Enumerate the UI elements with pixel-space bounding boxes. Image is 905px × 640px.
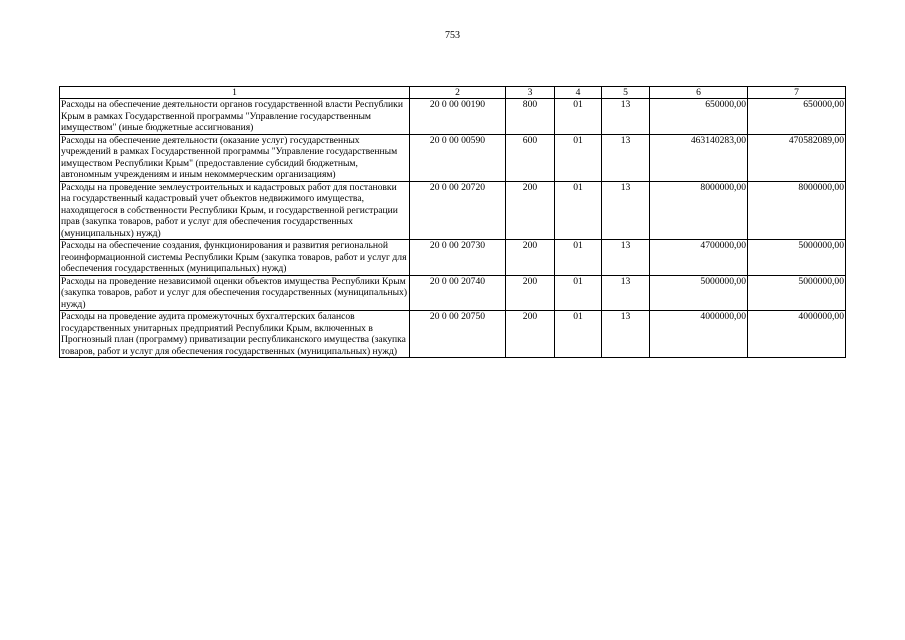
row-subsection: 13: [602, 275, 650, 311]
row-amount-year2: 5000000,00: [748, 275, 846, 311]
table-row: [60, 240, 846, 276]
row-expense-type: 200: [506, 240, 555, 276]
row-code: 20 0 00 00590: [410, 134, 506, 181]
table-row: [60, 311, 846, 358]
row-amount-year1: 463140283,00: [650, 134, 748, 181]
row-expense-type: 200: [506, 311, 555, 358]
row-expense-type: 200: [506, 181, 555, 240]
row-subsection: 13: [602, 99, 650, 135]
row-amount-year2: 470582089,00: [748, 134, 846, 181]
row-description: Расходы на обеспечение деятельности органов государственной власти Республики Крым в рамках Государственной программы "Управление государственным имуществом" (иные бюджетные ассигнования): [60, 99, 410, 135]
table-row: [60, 181, 846, 240]
row-code: 20 0 00 20720: [410, 181, 506, 240]
row-section: 01: [555, 311, 602, 358]
row-amount-year1: 650000,00: [650, 99, 748, 135]
row-subsection: 13: [602, 181, 650, 240]
header-cell: 1: [60, 87, 410, 99]
row-expense-type: 600: [506, 134, 555, 181]
header-cell: 4: [555, 87, 602, 99]
row-description: Расходы на обеспечение деятельности (оказание услуг) государственных учреждений в рамках Государственной программы "Управление государственным имуществом Республики Крым" (предоставление субсидий бюджетным, автономным учреждениям и иным некоммерческим организациям): [60, 134, 410, 181]
row-section: 01: [555, 99, 602, 135]
header-cell: 2: [410, 87, 506, 99]
header-cell: 5: [602, 87, 650, 99]
row-code: 20 0 00 00190: [410, 99, 506, 135]
row-description: Расходы на проведение землеустроительных и кадастровых работ для постановки на государственный кадастровый учет объектов недвижимого имущества, находящегося в собственности Республики Крым, и государственной регистрации прав (закупка товаров, работ и услуг для обеспечения государственных (муниципальных) нужд): [60, 181, 410, 240]
row-description: Расходы на обеспечение создания, функционирования и развития региональной геоинформационной системы Республики Крым (закупка товаров, работ и услуг для обеспечения государственных (муниципальных) нужд): [60, 240, 410, 276]
row-amount-year2: 8000000,00: [748, 181, 846, 240]
row-code: 20 0 00 20750: [410, 311, 506, 358]
header-cell: 7: [748, 87, 846, 99]
row-section: 01: [555, 275, 602, 311]
row-expense-type: 200: [506, 275, 555, 311]
row-description: Расходы на проведение независимой оценки объектов имущества Республики Крым (закупка товаров, работ и услуг для обеспечения государственных (муниципальных) нужд): [60, 275, 410, 311]
row-description: Расходы на проведение аудита промежуточных бухгалтерских балансов государственных унитарных предприятий Республики Крым, включенных в Прогнозный план (программу) приватизации республиканского имущества (закупка товаров, работ и услуг для обеспечения государственных (муниципальных) нужд): [60, 311, 410, 358]
row-section: 01: [555, 134, 602, 181]
budget-table: [59, 86, 846, 358]
table-row: [60, 134, 846, 181]
row-section: 01: [555, 181, 602, 240]
row-section: 01: [555, 240, 602, 276]
row-code: 20 0 00 20740: [410, 275, 506, 311]
header-cell: 3: [506, 87, 555, 99]
row-amount-year1: 5000000,00: [650, 275, 748, 311]
row-code: 20 0 00 20730: [410, 240, 506, 276]
row-amount-year1: 4700000,00: [650, 240, 748, 276]
row-subsection: 13: [602, 134, 650, 181]
row-amount-year2: 4000000,00: [748, 311, 846, 358]
row-amount-year2: 5000000,00: [748, 240, 846, 276]
header-cell: 6: [650, 87, 748, 99]
row-amount-year1: 8000000,00: [650, 181, 748, 240]
row-subsection: 13: [602, 311, 650, 358]
row-amount-year2: 650000,00: [748, 99, 846, 135]
row-expense-type: 800: [506, 99, 555, 135]
page-number: 753: [445, 30, 460, 41]
table-row: [60, 275, 846, 311]
row-subsection: 13: [602, 240, 650, 276]
table-row: [60, 99, 846, 135]
row-amount-year1: 4000000,00: [650, 311, 748, 358]
header-row: [60, 87, 846, 99]
